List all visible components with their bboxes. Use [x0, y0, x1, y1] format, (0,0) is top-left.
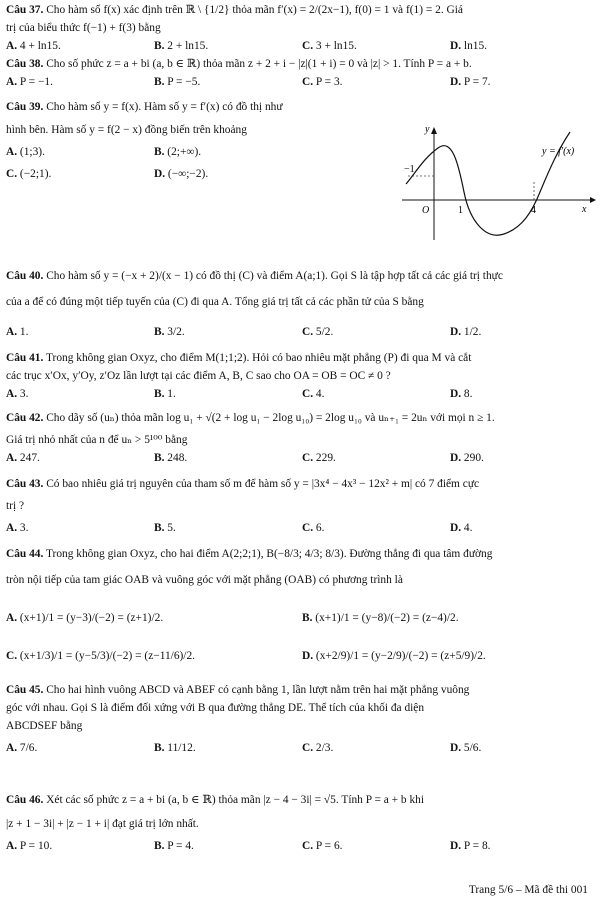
option-text: (x+1)/1 = (y−3)/(−2) = (z+1)/2.	[17, 612, 164, 624]
q46-line-2	[6, 818, 594, 831]
option-text: P = 6.	[313, 840, 343, 852]
option-key: B.	[154, 388, 165, 400]
tick-yneg1: −1	[404, 164, 415, 175]
q39-option-c[interactable]	[6, 168, 51, 181]
question-number: Câu 40.	[6, 270, 44, 282]
q43-option-b[interactable]	[154, 522, 176, 535]
option-text: 6.	[313, 522, 325, 534]
q45-line-1	[6, 684, 594, 697]
option-key: C.	[302, 40, 314, 52]
question-text: Cho hàm số y = (−x + 2)/(x − 1) có đồ thị (C) và điểm A(a;1). Gọi S là tập hợp tất cả các giá trị thực	[43, 270, 503, 282]
tick-x1: 1	[458, 205, 463, 216]
question-text: Có bao nhiêu giá trị nguyên của tham số m để hàm số y = |3x⁴ − 4x³ − 12x² + m| có 7 điểm cực	[43, 478, 480, 490]
question-text: góc với nhau. Gọi S là điểm đối xứng với B qua đường thẳng DE. Thể tích của khối đa diện	[6, 702, 425, 714]
option-text: P = −1.	[17, 76, 53, 88]
q37-line-2	[6, 22, 594, 35]
option-text: 290.	[461, 452, 484, 464]
option-key: D.	[450, 452, 462, 464]
q43-option-d[interactable]	[450, 522, 472, 535]
option-key: A.	[6, 452, 18, 464]
option-key: C.	[302, 840, 314, 852]
q46-option-d[interactable]	[450, 840, 491, 853]
option-text: 8.	[461, 388, 473, 400]
option-key: C.	[302, 76, 314, 88]
option-key: D.	[450, 40, 462, 52]
q46-option-a[interactable]	[6, 840, 52, 853]
q41-option-c[interactable]	[302, 388, 324, 401]
option-key: B.	[154, 742, 165, 754]
question-number: Câu 43.	[6, 478, 44, 490]
option-text: 2/3.	[313, 742, 334, 754]
question-number: Câu 45.	[6, 684, 44, 696]
option-text: P = 3.	[313, 76, 343, 88]
option-key: B.	[154, 452, 165, 464]
option-key: B.	[154, 76, 165, 88]
q43-option-a[interactable]	[6, 522, 28, 535]
q38-option-c[interactable]	[302, 76, 343, 89]
option-text: 3 + ln15.	[313, 40, 357, 52]
question-text: Cho hai hình vuông ABCD và ABEF có cạnh bằng 1, lần lượt nằm trên hai mặt phẳng vuông	[43, 684, 470, 696]
option-text: 1/2.	[461, 326, 482, 338]
question-text: Cho hàm số f(x) xác định trên ℝ \ {1/2} thỏa mãn f′(x) = 2/(2x−1), f(0) = 1 và f(1) = 2. Giá	[43, 4, 463, 16]
option-text: 247.	[17, 452, 40, 464]
q45-line-2	[6, 702, 594, 715]
option-text: ln15.	[461, 40, 488, 52]
question-number: Câu 38.	[6, 58, 44, 70]
q44-line-1	[6, 548, 594, 561]
question-text: của a để có đúng một tiếp tuyến của (C) đi qua A. Tổng giá trị tất cả các phần tử của S bằng	[6, 296, 424, 308]
question-text: Xét các số phức z = a + bi (a, b ∈ ℝ) thỏa mãn |z − 4 − 3i| = √5. Tính P = a + b khi	[43, 794, 425, 806]
q40-option-b[interactable]	[154, 326, 185, 339]
q39-option-b[interactable]	[154, 146, 201, 159]
option-text: (x+2/9)/1 = (y−2/9)/(−2) = (z+5/9)/2.	[313, 650, 486, 662]
origin-label: O	[422, 205, 430, 216]
question-text: Cho hàm số y = f(x). Hàm số y = f′(x) có đồ thị như	[43, 101, 283, 113]
question-number: Câu 44.	[6, 548, 44, 560]
option-key: A.	[6, 326, 18, 338]
option-key: A.	[6, 76, 18, 88]
option-key: B.	[154, 146, 165, 158]
q41-option-a[interactable]	[6, 388, 28, 401]
option-key: B.	[154, 522, 165, 534]
q45-option-b[interactable]	[154, 742, 196, 755]
option-key: C.	[6, 168, 18, 180]
option-text: 229.	[313, 452, 336, 464]
option-text: 2 + ln15.	[164, 40, 209, 52]
option-text: (−2;1).	[17, 168, 52, 180]
option-text: P = −5.	[164, 76, 201, 88]
option-key: A.	[6, 146, 18, 158]
x-axis-arrow-icon	[590, 197, 596, 203]
option-text: (x+1)/1 = (y−8)/(−2) = (z−4)/2.	[312, 612, 459, 624]
q37-option-a[interactable]	[6, 40, 61, 53]
option-key: A.	[6, 840, 18, 852]
question-number: Câu 39.	[6, 101, 44, 113]
option-text: (x+1/3)/1 = (y−5/3)/(−2) = (z−11/6)/2.	[17, 650, 196, 662]
q44-option-c[interactable]	[6, 650, 195, 663]
q43-line-2	[6, 500, 594, 513]
q38-option-d[interactable]	[450, 76, 491, 89]
option-text: (2;+∞).	[164, 146, 202, 158]
q39-line-2	[6, 124, 380, 137]
q40-option-d[interactable]	[450, 326, 481, 339]
q41-option-b[interactable]	[154, 388, 176, 401]
question-number: Câu 46.	[6, 794, 44, 806]
y-axis-arrow-icon	[431, 127, 437, 134]
question-text: |z + 1 − 3i| + |z − 1 + i| đạt giá trị lớn nhất.	[6, 818, 199, 830]
question-text: hình bên. Hàm số y = f(2 − x) đồng biến trên khoảng	[6, 124, 247, 136]
option-text: 5.	[164, 522, 176, 534]
q40-option-a[interactable]	[6, 326, 28, 339]
q38-line-1	[6, 58, 594, 71]
graph-svg	[394, 122, 598, 246]
q42-option-d[interactable]	[450, 452, 484, 465]
page-footer: Trang 5/6 – Mã đề thi 001	[468, 884, 588, 896]
option-key: A.	[6, 388, 18, 400]
q43-option-c[interactable]	[302, 522, 324, 535]
q46-option-b[interactable]	[154, 840, 194, 853]
option-text: P = 10.	[17, 840, 53, 852]
q42-option-b[interactable]	[154, 452, 187, 465]
derivative-graph	[394, 122, 598, 246]
q44-line-2	[6, 574, 594, 587]
q37-option-c[interactable]	[302, 40, 357, 53]
option-key: C.	[302, 522, 314, 534]
curve-label: y = f′(x)	[542, 146, 575, 157]
q40-option-c[interactable]	[302, 326, 333, 339]
question-number: Câu 37.	[6, 4, 44, 16]
option-text: 3.	[17, 388, 29, 400]
option-text: 4.	[461, 522, 473, 534]
question-text: Cho số phức z = a + bi (a, b ∈ ℝ) thỏa mãn z + 2 + i − |z|(1 + i) = 0 và |z| > 1. Tính P = a + b.	[43, 58, 472, 70]
option-key: C.	[302, 326, 314, 338]
q42-line-2	[6, 434, 594, 447]
option-text: 3.	[17, 522, 29, 534]
q37-option-b[interactable]	[154, 40, 208, 53]
option-key: C.	[302, 742, 314, 754]
q44-option-d[interactable]	[302, 650, 486, 663]
question-text: ABCDSEF bằng	[6, 720, 83, 732]
q38-option-b[interactable]	[154, 76, 200, 89]
q45-option-d[interactable]	[450, 742, 481, 755]
option-key: D.	[450, 326, 462, 338]
x-axis-label: x	[582, 204, 587, 215]
q39-line-1	[6, 101, 380, 114]
option-text: 4.	[313, 388, 325, 400]
q40-line-1	[6, 270, 594, 283]
q44-option-b[interactable]	[302, 612, 459, 625]
option-key: D.	[450, 76, 462, 88]
option-text: P = 4.	[164, 840, 194, 852]
option-key: D.	[154, 168, 166, 180]
q45-option-c[interactable]	[302, 742, 333, 755]
option-key: A.	[6, 742, 18, 754]
option-text: 3/2.	[164, 326, 185, 338]
question-text: Giá trị nhỏ nhất của n để uₙ > 5¹⁰⁰ bằng	[6, 434, 188, 446]
option-key: A.	[6, 522, 18, 534]
question-text: trị của biểu thức f(−1) + f(3) bằng	[6, 22, 161, 34]
option-key: D.	[450, 522, 462, 534]
option-text: P = 8.	[461, 840, 491, 852]
question-number: Câu 41.	[6, 352, 44, 364]
option-key: C.	[302, 452, 314, 464]
question-text: Trong không gian Oxyz, cho điểm M(1;1;2). Hỏi có bao nhiêu mặt phẳng (P) đi qua M và cắt	[43, 352, 472, 364]
q45-option-a[interactable]	[6, 742, 37, 755]
q42-option-c[interactable]	[302, 452, 336, 465]
question-text: Cho dãy số (uₙ) thỏa mãn log u₁ + √(2 + log u₁ − 2log u₁₀) = 2log u₁₀ và uₙ₊₁ = 2uₙ với mọi n ≥ 1.	[43, 412, 495, 424]
y-axis-label: y	[425, 124, 430, 135]
option-text: 248.	[164, 452, 188, 464]
question-number: Câu 42.	[6, 412, 44, 424]
q40-line-2	[6, 296, 594, 309]
question-text: Trong không gian Oxyz, cho hai điểm A(2;2;1), B(−8/3; 4/3; 8/3). Đường thẳng đi qua tâm đường	[43, 548, 493, 560]
option-text: 1.	[164, 388, 176, 400]
option-text: 5/6.	[461, 742, 482, 754]
question-text: tròn nội tiếp của tam giác OAB và vuông góc với mặt phẳng (OAB) có phương trình là	[6, 574, 403, 586]
option-text: 7/6.	[17, 742, 38, 754]
q44-option-a[interactable]	[6, 612, 163, 625]
q39-option-a[interactable]	[6, 146, 45, 159]
option-key: A.	[6, 612, 18, 624]
question-text: các trục x′Ox, y′Oy, z′Oz lần lượt tại các điểm A, B, C sao cho OA = OB = OC ≠ 0 ?	[6, 370, 391, 382]
q41-option-d[interactable]	[450, 388, 472, 401]
q46-line-1	[6, 794, 594, 807]
option-text: 4 + ln15.	[17, 40, 61, 52]
q43-line-1	[6, 478, 594, 491]
option-key: B.	[302, 612, 313, 624]
q39-option-d[interactable]	[154, 168, 208, 181]
option-key: D.	[450, 840, 462, 852]
q37-line-1	[6, 4, 594, 17]
question-text: trị ?	[6, 500, 25, 512]
q46-option-c[interactable]	[302, 840, 343, 853]
option-key: D.	[302, 650, 314, 662]
option-text: (1;3).	[17, 146, 45, 158]
q45-line-3	[6, 720, 594, 733]
q41-line-1	[6, 352, 594, 365]
option-text: (−∞;−2).	[165, 168, 209, 180]
option-key: B.	[154, 40, 165, 52]
option-key: B.	[154, 326, 165, 338]
q41-line-2	[6, 370, 594, 383]
option-key: D.	[450, 742, 462, 754]
option-key: A.	[6, 40, 18, 52]
option-text: 1.	[17, 326, 29, 338]
q38-option-a[interactable]	[6, 76, 53, 89]
option-key: B.	[154, 840, 165, 852]
q42-option-a[interactable]	[6, 452, 40, 465]
q37-option-d[interactable]	[450, 40, 487, 53]
option-text: P = 7.	[461, 76, 491, 88]
option-key: C.	[302, 388, 314, 400]
option-key: C.	[6, 650, 18, 662]
option-text: 5/2.	[313, 326, 334, 338]
q42-line-1	[6, 412, 594, 425]
tick-x4: 4	[531, 205, 536, 216]
option-key: D.	[450, 388, 462, 400]
option-text: 11/12.	[164, 742, 196, 754]
